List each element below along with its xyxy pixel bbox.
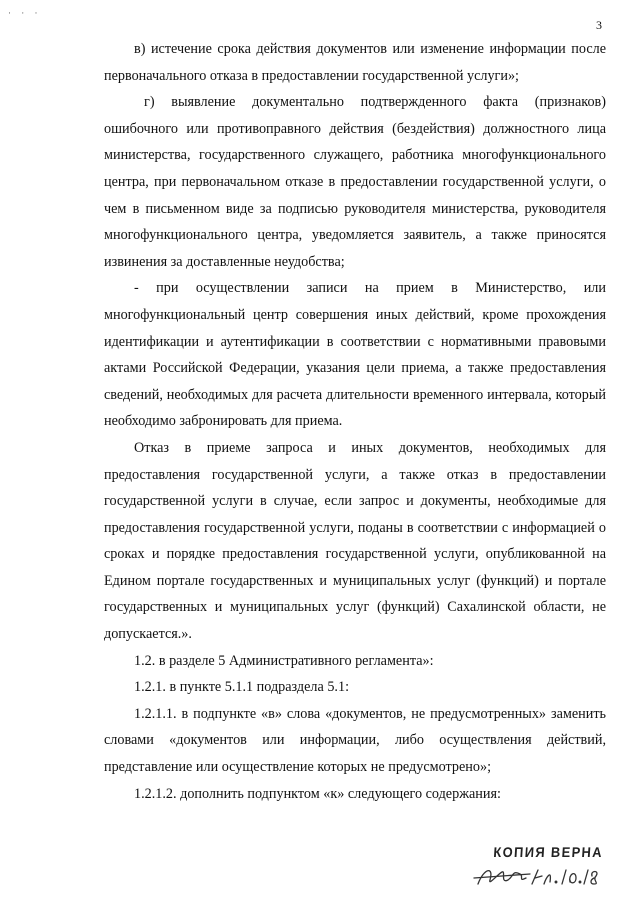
paragraph-1-2-1-2: 1.2.1.2. дополнить подпунктом «к» следующего содержания: — [134, 785, 501, 802]
handwritten-signature — [472, 860, 602, 892]
paragraph-appointment: - при осуществлении записи на прием в Министерство, или многофункциональный центр совершения иных действий, кроме прохождения идентификации и аутентификации в соответствии с нормативными правовыми актами Российской Федерации, указания цели приема, а также предоставления сведений, необходимых для расчета длительности временного интервала, который необходимо забронировать для приема. — [104, 280, 606, 430]
paragraph-1-2: 1.2. в разделе 5 Административного регламента»: — [134, 652, 434, 669]
paragraph-1-2-1: 1.2.1. в пункте 5.1.1 подраздела 5.1: — [134, 679, 350, 696]
corner-marks: · · · — [8, 8, 42, 18]
page-number: 3 — [596, 18, 602, 32]
paragraph-g: г) выявление документально подтвержденного факта (признаков) ошибочного или противоправного действия (бездействия) должностного лица министерства, государственного служащего, работника многофункционального центра, при первоначальном отказе в предоставлении государственной услуги, о чем в письменном виде за подписью руководителя министерства, руководителя многофункционального центра, уведомляется заявитель, а также приносятся извинения за доставленные неудобства; — [104, 94, 606, 270]
body-text — [104, 36, 606, 807]
paragraph-1-2-1-1: 1.2.1.1. в подпункте «в» слова «документов, не предусмотренных» заменить словами «документов или информации, либо осуществления действий, представление или осуществление которых не предусмотрено»; — [104, 705, 606, 776]
copy-certified-stamp: КОПИЯ ВЕРНА — [492, 844, 604, 860]
paragraph-v: в) истечение срока действия документов или изменение информации после первоначального отказа в предоставлении государственной услуги»; — [104, 41, 606, 84]
paragraph-refusal: Отказ в приеме запроса и иных документов, необходимых для предоставления государственной услуги, а также отказ в предоставлении государственной услуги в случае, если запрос и документы, необходимые для предоставления государственной услуги, поданы в соответствии с информацией о сроках и порядке предоставления государственной услуги, опубликованной на Едином портале государственных и муниципальных услуг (функций) и портале государственных и муниципальных услуг (функций) Сахалинской области, не допускается.». — [104, 439, 606, 643]
